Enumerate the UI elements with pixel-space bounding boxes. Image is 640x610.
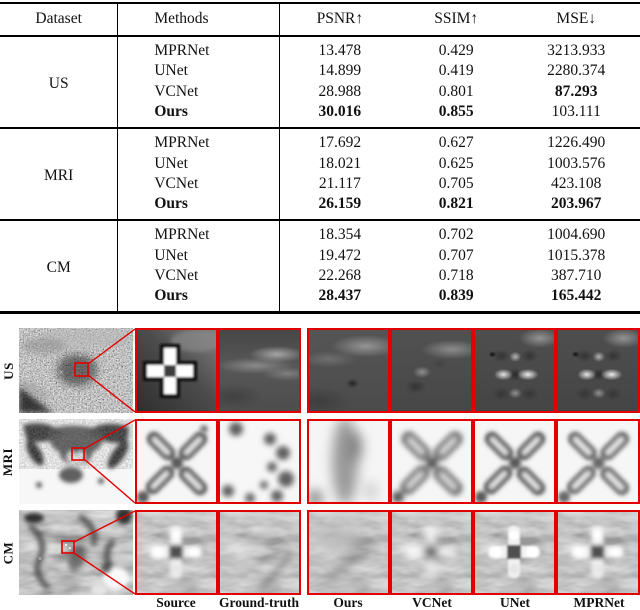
patch-cm-source bbox=[135, 510, 218, 595]
marker-cross: × bbox=[38, 555, 42, 563]
cell-psnr: 21.117 bbox=[318, 174, 361, 192]
header-psnr: PSNR↑ bbox=[316, 10, 364, 27]
header-methods: Methods bbox=[118, 3, 280, 36]
cell-ssim: 0.419 bbox=[438, 62, 474, 80]
cell-psnr: 13.478 bbox=[318, 42, 362, 59]
cell-method: Ours bbox=[118, 102, 280, 128]
caption-ground-truth: Ground-truth bbox=[218, 595, 300, 610]
marker-cross: × bbox=[59, 368, 64, 377]
cell-mse: 387.710 bbox=[551, 267, 602, 284]
cell-method: Ours bbox=[118, 194, 280, 220]
caption-ours: Ours bbox=[333, 595, 363, 610]
table-block-us bbox=[0, 36, 640, 128]
qualitative-figure bbox=[0, 326, 640, 610]
caption-mprnet: MPRNet bbox=[573, 595, 625, 610]
cell-mse: 3213.933 bbox=[547, 42, 606, 59]
cell-psnr: 14.899 bbox=[318, 62, 362, 80]
cell-ssim: 0.855 bbox=[438, 103, 474, 121]
cell-psnr: 28.988 bbox=[318, 82, 362, 100]
cell-mse: 87.293 bbox=[554, 82, 598, 100]
cell-psnr: 17.692 bbox=[318, 134, 362, 152]
cell-ssim: 0.718 bbox=[438, 267, 474, 284]
cell-ssim: 0.801 bbox=[438, 82, 474, 100]
marker-cross: × bbox=[57, 548, 61, 556]
table-row bbox=[0, 128, 640, 153]
marker-cross: × bbox=[78, 351, 83, 360]
cell-mse: 1003.576 bbox=[547, 154, 606, 172]
header-ssim: SSIM↑ bbox=[434, 10, 479, 27]
table-block-cm bbox=[0, 220, 640, 313]
patch-cm-mprnet bbox=[556, 510, 640, 595]
results-table bbox=[0, 2, 640, 314]
patch-us-unet bbox=[473, 328, 556, 413]
cell-method: UNet bbox=[118, 245, 280, 265]
cell-ssim: 0.839 bbox=[438, 287, 474, 305]
dataset-label-us: US bbox=[0, 36, 118, 128]
header-dataset: Dataset bbox=[0, 3, 118, 36]
cell-method: MPRNet bbox=[118, 36, 280, 61]
cell-ssim: 0.705 bbox=[438, 174, 474, 192]
table-row bbox=[0, 36, 640, 61]
caption-unet: UNet bbox=[500, 595, 530, 610]
patch-us-vcnet bbox=[390, 328, 473, 413]
cell-ssim: 0.625 bbox=[438, 154, 474, 172]
caption-vcnet: VCNet bbox=[412, 595, 452, 610]
cell-method: MPRNet bbox=[118, 128, 280, 153]
row-label-us: US bbox=[0, 361, 16, 380]
cell-mse: 1015.378 bbox=[547, 246, 606, 264]
cm-source-image bbox=[19, 510, 135, 595]
cell-ssim: 0.702 bbox=[438, 226, 474, 244]
patch-mri-unet bbox=[473, 419, 556, 504]
dataset-label-cm: CM bbox=[0, 220, 118, 313]
cell-method: VCNet bbox=[118, 266, 280, 286]
cell-ssim: 0.627 bbox=[438, 134, 474, 152]
cell-psnr: 18.021 bbox=[318, 154, 362, 172]
patch-mri-mprnet bbox=[556, 419, 640, 504]
patch-cm-ours bbox=[307, 510, 390, 595]
cell-mse: 423.108 bbox=[551, 174, 602, 192]
us-source-image bbox=[19, 328, 135, 413]
cell-method: UNet bbox=[118, 153, 280, 173]
cell-psnr: 22.268 bbox=[318, 267, 362, 284]
cell-mse: 1004.690 bbox=[547, 226, 606, 244]
patch-mri-vcnet bbox=[390, 419, 473, 504]
table-row bbox=[0, 220, 640, 245]
patch-us-source bbox=[135, 328, 218, 413]
cell-mse: 103.111 bbox=[551, 103, 601, 121]
patch-cm-vcnet bbox=[390, 510, 473, 595]
patch-cm-ground-truth bbox=[218, 510, 301, 595]
patch-us-ground-truth bbox=[218, 328, 301, 413]
figure-row-mri bbox=[0, 419, 640, 504]
figure-row-us bbox=[0, 328, 640, 413]
table-block-mri bbox=[0, 128, 640, 220]
cell-method: Ours bbox=[118, 286, 280, 313]
table-header-row bbox=[0, 3, 640, 36]
cell-method: MPRNet bbox=[118, 220, 280, 245]
row-label-cm: CM bbox=[0, 541, 16, 564]
caption-source: Source bbox=[156, 595, 196, 610]
cell-psnr: 28.437 bbox=[318, 287, 362, 305]
mri-source-image bbox=[19, 419, 135, 504]
cell-psnr: 19.472 bbox=[318, 246, 362, 264]
patch-mri-ground-truth bbox=[218, 419, 301, 504]
patch-us-mprnet bbox=[556, 328, 640, 413]
figure-caption-labels bbox=[0, 595, 640, 610]
patch-cm-unet bbox=[473, 510, 556, 595]
patch-mri-source bbox=[135, 419, 218, 504]
header-mse: MSE↓ bbox=[556, 10, 597, 27]
marker-cross: × bbox=[68, 386, 73, 395]
cell-method: VCNet bbox=[118, 82, 280, 102]
cell-psnr: 26.159 bbox=[318, 195, 362, 213]
cell-mse: 1226.490 bbox=[547, 134, 606, 152]
cell-mse: 203.967 bbox=[551, 195, 602, 213]
cell-mse: 2280.374 bbox=[547, 62, 606, 80]
figure-row-cm bbox=[0, 510, 640, 595]
cell-method: UNet bbox=[118, 61, 280, 81]
cell-ssim: 0.429 bbox=[438, 42, 474, 59]
cell-psnr: 30.016 bbox=[318, 103, 362, 121]
cell-psnr: 18.354 bbox=[318, 226, 362, 244]
patch-mri-ours bbox=[307, 419, 390, 504]
cell-ssim: 0.707 bbox=[438, 246, 474, 264]
dataset-label-mri: MRI bbox=[0, 128, 118, 220]
row-label-mri: MRI bbox=[0, 447, 16, 476]
patch-us-ours bbox=[307, 328, 390, 413]
cell-method: VCNet bbox=[118, 174, 280, 194]
cell-ssim: 0.821 bbox=[438, 195, 474, 213]
cell-mse: 165.442 bbox=[551, 287, 602, 305]
